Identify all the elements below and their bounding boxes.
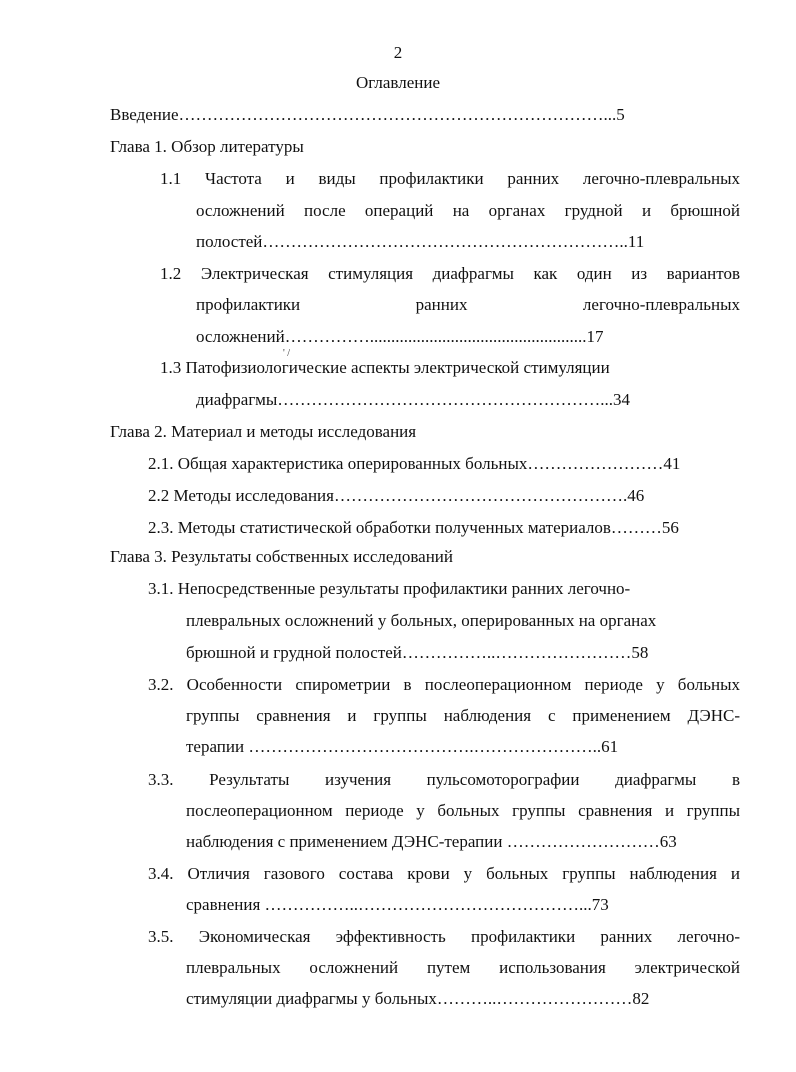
toc-1-1-line1: 1.1 Частота и виды профилактики ранних легочно-плевральных [160, 169, 740, 188]
toc-1-2-line3: осложнений……………...................................................17 [196, 327, 604, 346]
toc-intro: Введение…………………………………………………………………...5 [110, 105, 625, 124]
toc-chapter-3: Глава 3. Результаты собственных исследований [110, 547, 453, 566]
toc-2-1: 2.1. Общая характеристика оперированных больных……………………41 [148, 454, 681, 473]
toc-3-3-line1: 3.3. Результаты изучения пульсомоторографии диафрагмы в [148, 770, 740, 789]
toc-3-3-line2: послеоперационном периоде у больных группы сравнения и группы [186, 801, 740, 820]
page-number: 2 [393, 43, 403, 62]
toc-3-5-line3: стимуляции диафрагмы у больных………..……………………82 [186, 989, 650, 1008]
page-title: Оглавление [356, 73, 440, 92]
toc-1-2-line1: 1.2 Электрическая стимуляция диафрагмы как один из вариантов [160, 264, 740, 283]
toc-3-1-line3: брюшной и грудной полостей……………..……………………58 [186, 643, 649, 662]
toc-3-5-line1: 3.5. Экономическая эффективность профилактики ранних легочно- [148, 927, 740, 946]
toc-3-5-line2: плевральных осложнений путем использования электрической [186, 958, 740, 977]
toc-chapter-1: Глава 1. Обзор литературы [110, 137, 304, 156]
toc-3-3-line3: наблюдения с применением ДЭНС-терапии ………………………63 [186, 832, 677, 851]
toc-chapter-2: Глава 2. Материал и методы исследования [110, 422, 417, 441]
toc-3-4-line1: 3.4. Отличия газового состава крови у больных группы наблюдения и [148, 864, 740, 883]
toc-3-2-line1: 3.2. Особенности спирометрии в послеоперационном периоде у больных [148, 675, 740, 694]
toc-3-2-line2: группы сравнения и группы наблюдения с применением ДЭНС- [186, 706, 740, 725]
toc-3-1-line2: плевральных осложнений у больных, оперированных на органах [186, 611, 657, 630]
toc-1-3-line2: диафрагмы…………………………………………………...34 [196, 390, 631, 409]
toc-3-2-line3: терапии ………………………………….…………………..61 [186, 737, 619, 756]
toc-1-2-line2: профилактики ранних легочно-плевральных [196, 295, 740, 314]
toc-2-2: 2.2 Методы исследования…………………………………………….46 [148, 486, 645, 505]
toc-3-4-line2: сравнения ……………..…………………………………...73 [186, 895, 609, 914]
toc-1-3-line1: 1.3 Патофизиологические аспекты электрической стимуляции [160, 358, 610, 377]
scan-mark: ' / [283, 348, 291, 359]
toc-1-1-line3: полостей………………………………………………………..11 [196, 232, 645, 251]
toc-3-1-line1: 3.1. Непосредственные результаты профилактики ранних легочно- [148, 579, 631, 598]
toc-2-3: 2.3. Методы статистической обработки полученных материалов………56 [148, 518, 679, 537]
toc-1-1-line2: осложнений после операций на органах грудной и брюшной [196, 201, 740, 220]
